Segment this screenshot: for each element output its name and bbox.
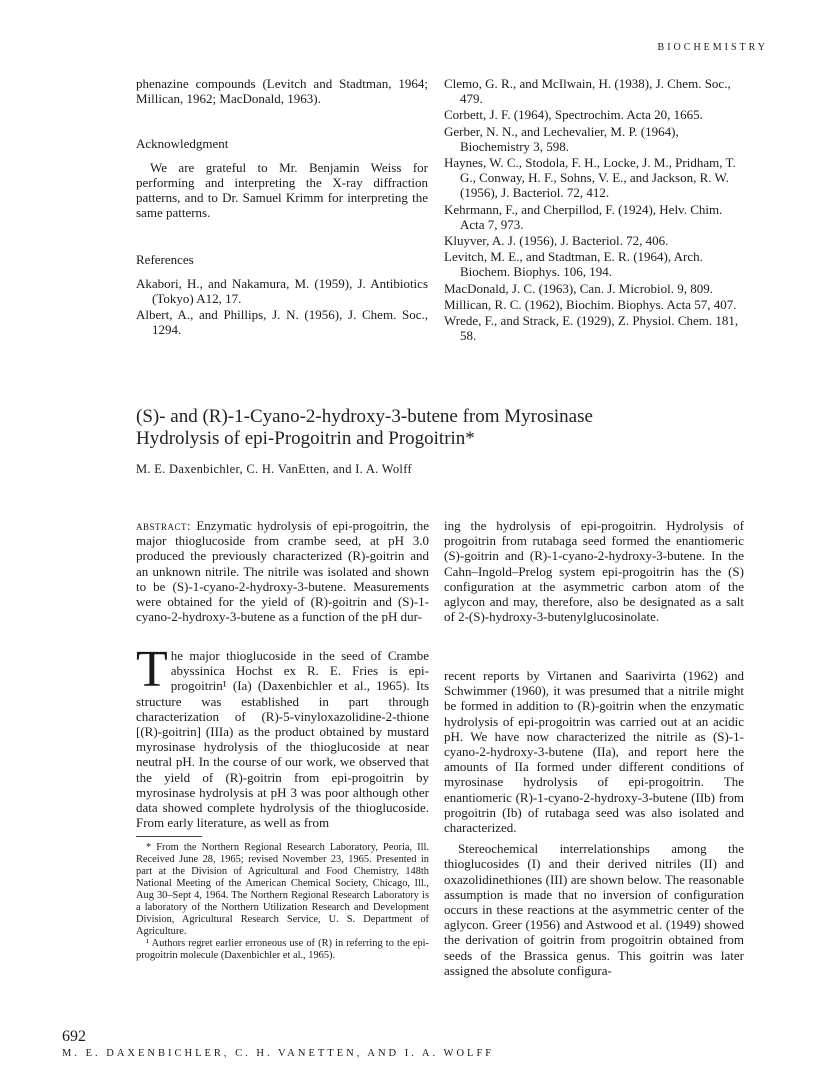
body-right [444, 668, 744, 978]
body-right-paragraph-1: recent reports by Virtanen and Saarivirta (1962) and Schwimmer (1960), it was presumed that a nitrile might be formed in addition to (R)-goitrin when the enzymatic hydrolysis of epi-progoitrin was carried out at an acidic pH. We have now characterized the nitrile as (S)-1-cyano-2-hydroxy-3-butene (IIa), and report here the amounts of IIa formed under different conditions of myrosinase hydrolysis of epi-progoitrin. The enantiomeric (R)-1-cyano-2-hydroxy-3-butene (IIb) from progoitrin (Ib) of rutabaga seed was also isolated and characterized. [444, 668, 744, 836]
footnotes [136, 842, 429, 962]
reference-item: Kehrmann, F., and Cherpillod, F. (1924), Helv. Chim. Acta 7, 973. [444, 201, 723, 232]
reference-item: Wrede, F., and Strack, E. (1929), Z. Physiol. Chem. 181, 58. [444, 313, 739, 344]
reference-item: Kluyver, A. J. (1956), J. Bacteriol. 72, 406. [444, 233, 669, 249]
body-left-text: he major thioglucoside in the seed of Crambe abyssinica Hochst ex R. E. Fries is epi-progoitrin¹ (Ia) (Daxenbichler et al., 1965). Its structure was established in part through characterization of (R)-5-vinyloxazolidine-2-thione [(R)-goitrin] (IIIa) as the product obtained by mustard myrosinase hydrolysis of the thioglucoside at near neutral pH. In the course of our work, we observed that the yield of (R)-goitrin from epi-progoitrin by myrosinase hydrolysis at pH 3 was poor although other data showed complete hydrolysis of the thioglucoside. From early literature, as well as from [136, 648, 429, 831]
reference-item: Clemo, G. R., and McIlwain, H. (1938), J. Chem. Soc., 479. [444, 76, 731, 107]
continuation-text: phenazine compounds (Levitch and Stadtman, 1964; Millican, 1962; MacDonald, 1963). [136, 76, 428, 107]
journal-header: BIOCHEMISTRY [657, 42, 768, 53]
reference-item: Haynes, W. C., Stodola, F. H., Locke, J. M., Pridham, T. G., Conway, H. F., Sohns, V. E., and Jackson, R. W. (1956), J. Bacteriol. 72, 412. [444, 155, 736, 201]
title-line-2: Hydrolysis of epi-Progoitrin and Progoitrin* [136, 428, 475, 449]
left-top-column [136, 76, 428, 338]
right-top-column [444, 76, 744, 344]
reference-item: MacDonald, J. C. (1963), Can. J. Microbiol. 9, 809. [444, 280, 714, 296]
authors: M. E. Daxenbichler, C. H. VanEtten, and I. A. Wolff [136, 462, 412, 476]
ack-text: We are grateful to Mr. Benjamin Weiss for performing and interpreting the X-ray diffraction patterns, and to Dr. Samuel Krimm for interpreting the same patterns. [136, 159, 428, 221]
body-left [136, 641, 429, 831]
footnote-1: * From the Northern Regional Research Laboratory, Peoria, Ill. Received June 28, 1965; revised November 23, 1965. Presented in part at the Division of Agricultural and Food Chemistry, 148th National Meeting of the American Chemical Society, Chicago, Ill., Aug 30–Sept 4, 1964. The Northern Regional Research Laboratory is a laboratory of the Northern Utilization Research and Development Division, Agricultural Research Service, U. S. Department of Agriculture. [136, 842, 429, 937]
footnote-2: ¹ Authors regret earlier erroneous use of (R) in referring to the epi-progoitrin molecule (Daxenbichler et al., 1965). [136, 938, 429, 961]
reference-item: Akabori, H., and Nakamura, M. (1959), J. Antibiotics (Tokyo) A12, 17. [136, 275, 428, 306]
reference-item: Millican, R. C. (1962), Biochim. Biophys. Acta 57, 407. [444, 296, 737, 312]
reference-item: Gerber, N. N., and Lechevalier, M. P. (1964), Biochemistry 3, 598. [444, 123, 679, 154]
title-line-1: (S)- and (R)-1-Cyano-2-hydroxy-3-butene from Myrosinase [136, 406, 593, 427]
reference-item: Corbett, J. F. (1964), Spectrochim. Acta 20, 1665. [444, 107, 703, 123]
reference-item: Levitch, M. E., and Stadtman, E. R. (1964), Arch. Biochem. Biophys. 106, 194. [444, 249, 703, 280]
page-number: 692 [62, 1028, 86, 1045]
body-right-paragraph-2: Stereochemical interrelationships among the thioglucosides (I) and their derived nitriles (II) and oxazolidinethiones (III) are shown below. The reasonable assumption is made that no inversion of configuration occurs in these reactions at the asymmetric center of the aglycon. Greer (1956) and Astwood et al. (1949) showed the derivation of goitrin from progoitrin obtained from seeds of the Brassica genus. This goitrin was later assigned the absolute configura- [444, 841, 744, 978]
ack-heading: Acknowledgment [136, 136, 229, 152]
refs-heading: References [136, 252, 194, 268]
footnote-rule [136, 836, 202, 837]
reference-item: Albert, A., and Phillips, J. N. (1956), J. Chem. Soc., 1294. [136, 307, 428, 338]
article-title [136, 406, 736, 450]
drop-cap: T [136, 641, 168, 698]
abstract-left [136, 518, 429, 624]
running-footer: M. E. DAXENBICHLER, C. H. VANETTEN, AND I. A. WOLFF [62, 1048, 495, 1059]
abstract-right: ing the hydrolysis of epi-progoitrin. Hydrolysis of progoitrin from rutabaga seed formed the enantiomeric (S)-goitrin and (R)-1-cyano-2-hydroxy-3-butene. In the Cahn–Ingold–Prelog system epi-progoitrin has the (S) configuration at the asymmetric carbon atom of the aglycon and may, therefore, also be designated as a salt of 2-(S)-hydroxy-3-butenylglucosinolate. [444, 518, 744, 625]
abstract-text-left: Enzymatic hydrolysis of epi-progoitrin, the major thioglucoside from crambe seed, at pH 3.0 produced the previously characterized (R)-goitrin and an unknown nitrile. The nitrile was isolated and shown to be (S)-1-cyano-2-hydroxy-3-butene. Measurements were obtained for the yield of (R)-goitrin and (S)-1-cyano-2-hydroxy-3-butene as a function of the pH dur- [136, 518, 429, 625]
abstract-label: abstract: [136, 518, 192, 533]
